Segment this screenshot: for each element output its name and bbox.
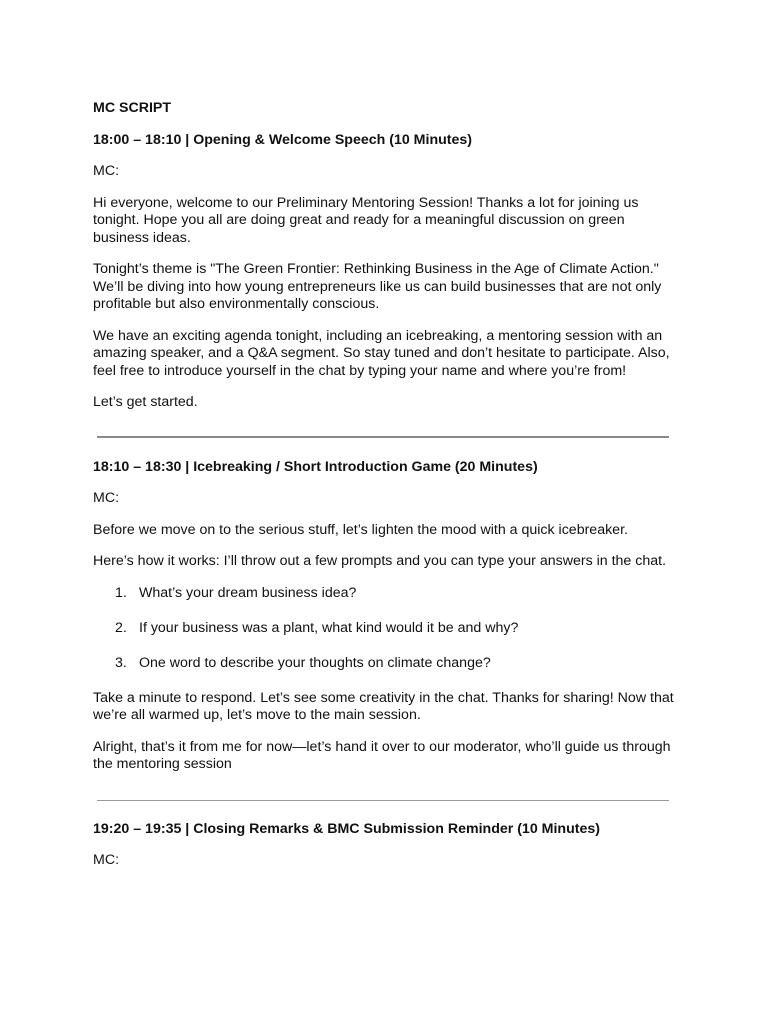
paragraph: Take a minute to respond. Let’s see some creativity in the chat. Thanks for sharing! Now that we’re all warmed up, let’s move to the main session. bbox=[93, 689, 674, 723]
section-heading-opening: 18:00 – 18:10 | Opening & Welcome Speech (10 Minutes) bbox=[93, 131, 473, 148]
list-item-text: One word to describe your thoughts on climate change? bbox=[139, 654, 491, 671]
section-heading-icebreaking: 18:10 – 18:30 | Icebreaking / Short Introduction Game (20 Minutes) bbox=[93, 458, 538, 475]
speaker-label: MC: bbox=[93, 163, 120, 179]
list-item-number: 3. bbox=[115, 654, 127, 671]
document-title: MC SCRIPT bbox=[93, 100, 172, 116]
paragraph: Hi everyone, welcome to our Preliminary Mentoring Session! Thanks a lot for joining us tonight. Hope you all are doing great and ready for a meaningful discussion on green business ideas. bbox=[93, 194, 639, 246]
paragraph: Tonight’s theme is "The Green Frontier: Rethinking Business in the Age of Climate Action." We’ll be diving into how young entrepreneurs like us can build businesses that are not only profitable but also environmentally conscious. bbox=[93, 261, 662, 312]
document-page bbox=[93, 100, 677, 870]
paragraph: Let’s get started. bbox=[93, 394, 198, 410]
speaker-label: MC: bbox=[93, 852, 120, 868]
list-item-text: What’s your dream business idea? bbox=[139, 584, 357, 601]
section-heading-closing: 19:20 – 19:35 | Closing Remarks & BMC Submission Reminder (10 Minutes) bbox=[93, 820, 600, 837]
list-item-number: 1. bbox=[115, 584, 127, 601]
section-divider bbox=[97, 800, 669, 801]
prompt-list bbox=[93, 585, 677, 673]
section-divider bbox=[97, 436, 669, 438]
list-item bbox=[93, 620, 677, 638]
paragraph: Before we move on to the serious stuff, let’s lighten the mood with a quick icebreaker. bbox=[93, 521, 628, 538]
list-item-number: 2. bbox=[115, 619, 127, 636]
list-item bbox=[93, 655, 677, 673]
list-item-text: If your business was a plant, what kind would it be and why? bbox=[139, 619, 519, 636]
speaker-label: MC: bbox=[93, 490, 120, 506]
list-item bbox=[93, 585, 677, 603]
paragraph: Alright, that’s it from me for now—let’s hand it over to our moderator, who’ll guide us through the mentoring session bbox=[93, 738, 671, 772]
paragraph: Here’s how it works: I’ll throw out a few prompts and you can type your answers in the chat. bbox=[93, 553, 667, 569]
paragraph: We have an exciting agenda tonight, including an icebreaking, a mentoring session with an amazing speaker, and a Q&A segment. So stay tuned and don’t hesitate to participate. Also, feel free to introduce yourself in the chat by typing your name and where you’re from! bbox=[93, 327, 670, 379]
